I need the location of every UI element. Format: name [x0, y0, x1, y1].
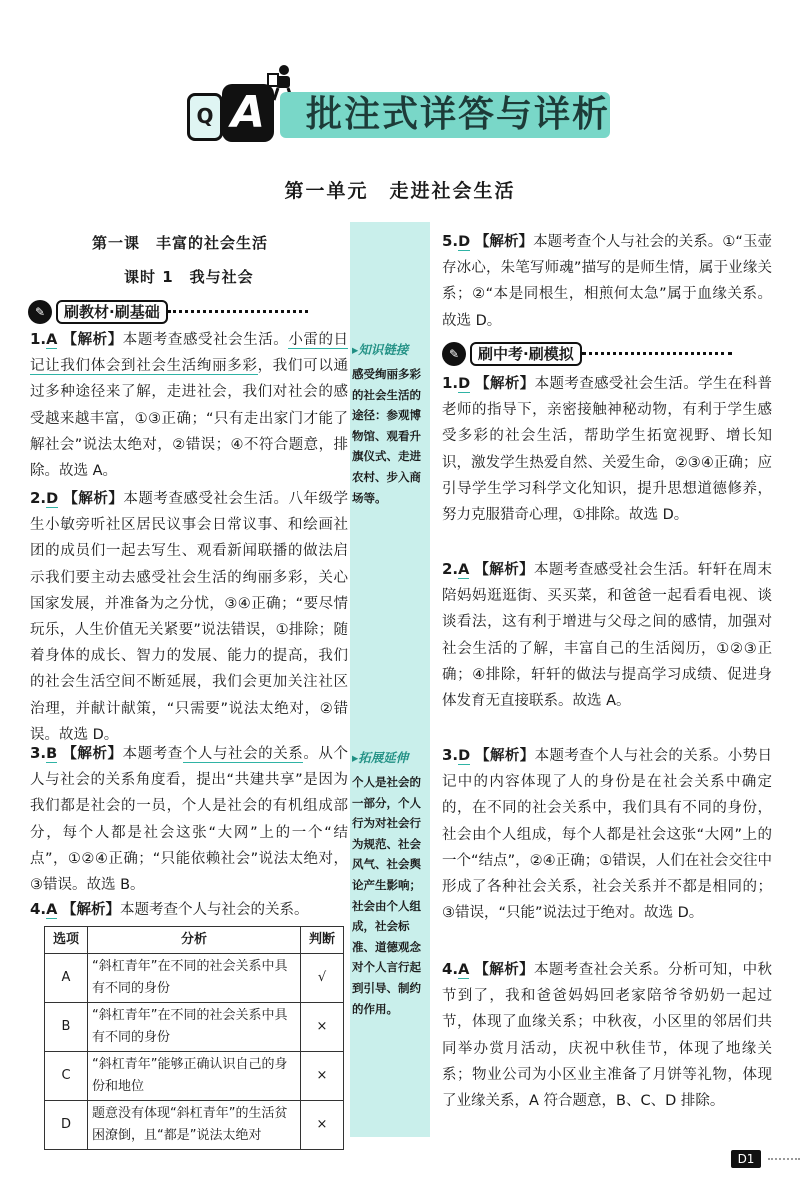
book-icon: ✎ [28, 300, 52, 324]
arrow-icon: ▸ [352, 342, 359, 357]
table-cell: “斜杠青年”在不同的社会关系中具有不同的身份 [88, 1003, 301, 1052]
exam-question-4: 4.A 【解析】本题考查社会关系。分析可知，中秋节到了，我和爸爸妈妈回老家陪爷爷奶奶一起过节，体现了血缘关系；中秋夜，小区里的邻居们共同举办赏月活动，庆祝中秋佳节，体现了地缘关系；物业公司为小区业主准备了月饼等礼物，体现了业缘关系，A 符合题意，B、C、D 排除。 [442, 960, 773, 1110]
table-row [45, 954, 344, 1003]
exam-question-2: 2.A 【解析】本题考查感受社会生活。轩轩在周末陪妈妈逛逛街、买买菜，和爸爸一起看看电视、谈谈看法，这有利于增进与父母之间的感情，加强对社会生活的了解，丰富自己的生活阅历，①②③正确；④排除，轩轩的做法与提高学习成绩、促进身体发育无直接联系。故选 A。 [442, 560, 773, 710]
side-note-title: ▸拓展延伸 [352, 750, 409, 765]
page-number: D1 [731, 1150, 761, 1168]
question-2: 2.D 【解析】本题考查感受社会生活。八年级学生小敏旁听社区居民议事会日常议事、和绘画社团的成员们一起去写生、观看新闻联播的做法启示我们要主动去感受社会生活的绚丽多彩，关心国家发展，并准备为之分忧，③④正确；“要尽情玩乐，人生价值无关紧要”说法错误，①排除；随着身体的成长、智力的发展、能力的提高，我们的社会生活空间不断延展，我们会更加关注社区治理，并献计献策，“只需要”说法太绝对，②错误。故选 D。 [30, 489, 349, 743]
unit-title: 第一单元 走进社会生活 [284, 180, 516, 202]
table-cell: × [301, 1052, 344, 1101]
footer-divider [768, 1158, 800, 1160]
period-title: 课时 1 我与社会 [124, 268, 254, 286]
question-5: 5.D 【解析】本题考查个人与社会的关系。①“玉壶存冰心，朱笔写师魂”描写的是师生情，属于业缘关系；②“本是同根生，相煎何太急”属于血缘关系。故选 D。 [442, 232, 773, 329]
table-cell: A [45, 954, 88, 1003]
side-note-text: 感受绚丽多彩的社会生活的途径：参观博物馆、观看升旗仪式、走进农村、步入商场等。 [352, 367, 421, 505]
exam-question-3: 3.D 【解析】本题考查个人与社会的关系。小势日记中的内容体现了人的身份是在社会关系中确定的，在不同的社会关系中，我们具有不同的身份，社会由个人组成，每个人都是社会这张“大网”上的一个“结点”，②④正确；①错误，人们在社会交往中形成了各种社会关系，社会关系并不都是相同的；③错误，“只能”说法过于绝对。故选 D。 [442, 746, 773, 922]
table-header: 判断 [301, 927, 344, 954]
lesson-title: 第一课 丰富的社会生活 [92, 234, 269, 252]
section-header-exam: ✎ 刷中考·刷模拟 [442, 340, 772, 366]
table-header: 选项 [45, 927, 88, 954]
table-cell: √ [301, 954, 344, 1003]
table-row [45, 1003, 344, 1052]
section-header-basic: ✎ 刷教材·刷基础 [28, 298, 348, 324]
table-cell: D [45, 1101, 88, 1150]
question-1: 1.A 【解析】本题考查感受社会生活。小雷的日记让我们体会到社会生活绚丽多彩，我们可以通过多种途径来了解，走进社会，我们对社会的感受越来越丰富，①③正确；“只有走出家门才能了解社会”说法太绝对，②错误；④不符合题意，排除。故选 A。 [30, 330, 349, 480]
q-logo: Q [187, 93, 223, 141]
table-row [45, 1101, 344, 1150]
table-cell: 题意没有体现“斜杠青年”的生活贫困潦倒，且“都是”说法太绝对 [88, 1101, 301, 1150]
table-cell: B [45, 1003, 88, 1052]
arrow-icon: ▸ [352, 750, 359, 765]
a-logo: A [222, 84, 274, 142]
page-title: 批注式详答与详析 [280, 92, 610, 138]
table-cell: × [301, 1003, 344, 1052]
table-cell: “斜杠青年”在不同的社会关系中具有不同的身份 [88, 954, 301, 1003]
table-cell: × [301, 1101, 344, 1150]
side-note-text: 个人是社会的一部分，个人行为对社会行为规范、社会风气、社会舆论产生影响；社会由个人组成，社会标准、道德观念对个人言行起到引导、制约的作用。 [352, 775, 421, 1016]
question-4: 4.A 【解析】本题考查个人与社会的关系。 [30, 900, 309, 918]
table-cell: “斜杠青年”能够正确认识自己的身份和地位 [88, 1052, 301, 1101]
table-header-row [45, 927, 344, 954]
question-3: 3.B 【解析】本题考查个人与社会的关系。从个人与社会的关系角度看，提出“共建共享”是因为我们都是社会的一员，个人是社会的有机组成部分，每个人都是社会这张“大网”上的一个“结点”，①②④正确；“只能依赖社会”说法太绝对，③错误。故选 B。 [30, 744, 348, 894]
table-cell: C [45, 1052, 88, 1101]
analysis-table [44, 926, 344, 1150]
table-header: 分析 [88, 927, 301, 954]
exam-question-1: 1.D 【解析】本题考查感受社会生活。学生在科普老师的指导下，亲密接触神秘动物，有利于学生感受多彩的社会生活，帮助学生拓宽视野、增长知识，激发学生热爱自然、关爱生命，②③④正确；应引导学生学习科学文化知识，提升思想道德修养，努力克服猎奇心理，①排除。故选 D。 [442, 374, 773, 524]
side-note-knowledge [352, 340, 430, 508]
book-icon: ✎ [442, 342, 466, 366]
side-note-title: ▸知识链接 [352, 342, 409, 357]
table-row [45, 1052, 344, 1101]
side-note-extension [352, 748, 430, 1019]
